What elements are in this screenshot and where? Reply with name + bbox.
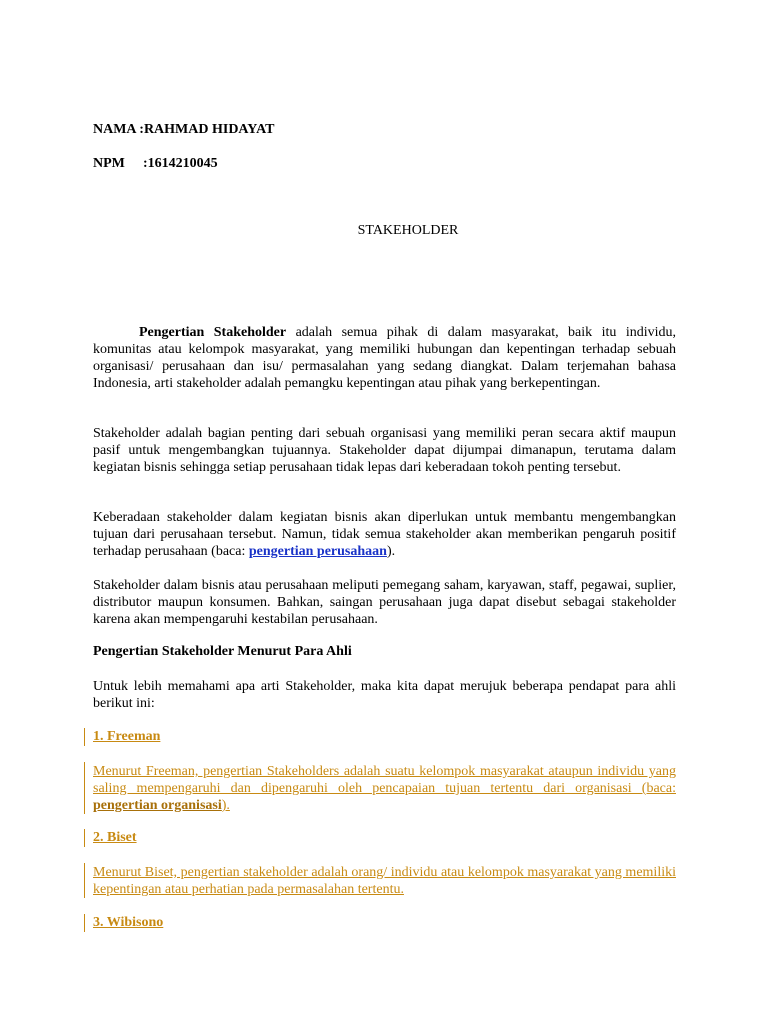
revision-marker bbox=[84, 728, 85, 746]
revision-marker bbox=[84, 914, 85, 932]
paragraph-definition bbox=[93, 324, 676, 392]
revision-marker bbox=[84, 829, 85, 847]
name-line bbox=[93, 122, 275, 138]
npm-label: NPM bbox=[93, 156, 125, 171]
expert-heading-freeman: 1. Freeman bbox=[93, 729, 161, 744]
link-pengertian-organisasi[interactable]: pengertian organisasi bbox=[93, 798, 222, 813]
section-heading: Pengertian Stakeholder Menurut Para Ahli bbox=[93, 644, 352, 659]
npm-line bbox=[93, 156, 218, 172]
expert-heading-biset: 2. Biset bbox=[93, 830, 137, 845]
link-pengertian-perusahaan[interactable]: pengertian perusahaan bbox=[248, 544, 387, 559]
term-bold: Pengertian Stakeholder bbox=[139, 325, 287, 340]
document-title: STAKEHOLDER bbox=[357, 223, 459, 238]
paragraph-role: Stakeholder adalah bagian penting dari sebuah organisasi yang memiliki peran secara aktif maupun pasif untuk mengembangkan tujuannya. Stakeholder dapat dijumpai dimanapun, terutama dalam kegiatan bisnis sehingga setiap perusahaan tidak lepas dari keberadaan tokoh penting tersebut. bbox=[93, 426, 676, 475]
expert-text-biset: Menurut Biset, pengertian stakeholder adalah orang/ individu atau kelompok masyarakat yang memiliki kepentingan atau perhatian pada permasalahan tertentu. bbox=[93, 865, 676, 897]
npm-value: :1614210045 bbox=[143, 156, 218, 171]
expert-text-freeman-end: ). bbox=[221, 798, 230, 813]
revision-marker bbox=[84, 762, 85, 814]
expert-heading-wibisono: 3. Wibisono bbox=[93, 915, 164, 930]
name-value: RAHMAD HIDAYAT bbox=[143, 122, 275, 137]
paragraph-existence bbox=[93, 509, 676, 560]
revision-marker bbox=[84, 863, 85, 898]
expert-text-freeman bbox=[93, 763, 676, 814]
paragraph-existence-end: ). bbox=[386, 544, 396, 559]
paragraph-members: Stakeholder dalam bisnis atau perusahaan meliputi pemegang saham, karyawan, staff, pegawai, suplier, distributor maupun konsumen. Bahkan, saingan perusahaan juga dapat disebut sebagai stakeholder karena akan mempengaruhi kestabilan perusahaan. bbox=[93, 578, 676, 627]
paragraph-intro: Untuk lebih memahami apa arti Stakeholder, maka kita dapat merujuk beberapa pendapat para ahli berikut ini: bbox=[93, 679, 676, 711]
name-label: NAMA : bbox=[93, 122, 144, 137]
paragraph-existence-text: Keberadaan stakeholder dalam kegiatan bisnis akan diperlukan untuk membantu mengembangkan tujuan dari perusahaan tersebut. Namun, tidak semua stakeholder akan memberikan pengaruh positif terhadap perusahaan (baca: bbox=[93, 510, 676, 559]
expert-text-freeman-body: Menurut Freeman, pengertian Stakeholders adalah suatu kelompok masyarakat ataupun individu yang saling mempengaruhi dan dipengaruhi oleh pencapaian tujuan tertentu dari organisasi (baca: bbox=[93, 764, 676, 796]
paragraph-definition-text: adalah semua pihak di dalam masyarakat, baik itu individu, komunitas atau kelompok masyarakat, yang memiliki hubungan dan kepentingan terhadap sebuah organisasi/ perusahaan dan isu/ permasalahan yang sedang diangkat. Dalam terjemahan bahasa Indonesia, arti stakeholder adalah pemangku kepentingan atau pihak yang berkepentingan. bbox=[93, 325, 677, 391]
